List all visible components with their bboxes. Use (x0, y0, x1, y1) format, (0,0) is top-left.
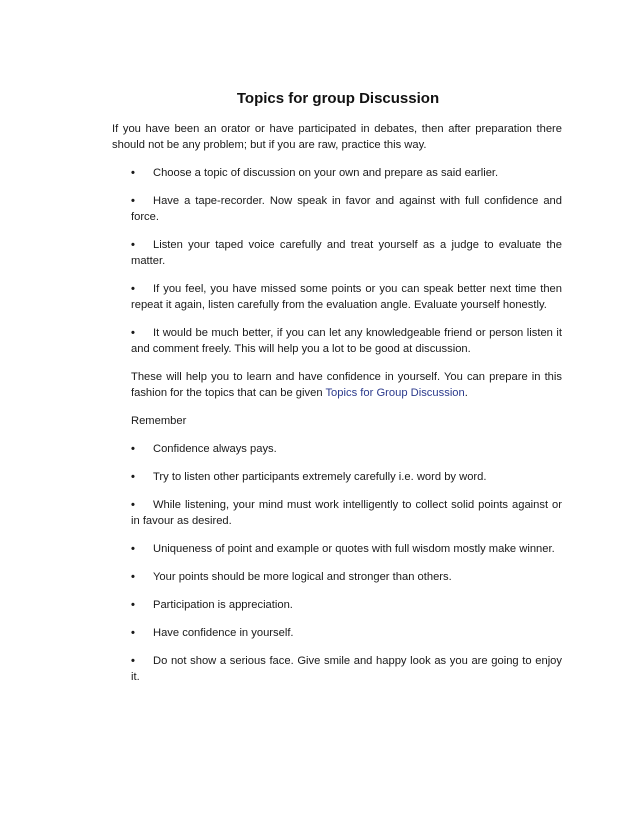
bullet-icon: • (131, 195, 135, 207)
list-item-text: Have a tape-recorder. Now speak in favor and against with full confidence and force. (131, 195, 562, 223)
list-item (131, 541, 562, 557)
list-item-text: Uniqueness of point and example or quotes with full wisdom mostly make winner. (153, 543, 555, 555)
topics-link[interactable]: Topics for Group Discussion (325, 387, 465, 399)
bullet-icon: • (131, 443, 135, 455)
list-item (131, 325, 562, 357)
closing-paragraph (131, 369, 562, 401)
list-item-text: Confidence always pays. (153, 443, 277, 455)
list-item-text: Do not show a serious face. Give smile and happy look as you are going to enjoy it. (131, 655, 562, 683)
bullet-icon: • (131, 627, 135, 639)
list-item (131, 497, 562, 529)
remember-heading: Remember (131, 415, 187, 427)
intro-paragraph: If you have been an orator or have participated in debates, then after preparation there should not be any problem; but if you are raw, practice this way. (112, 123, 562, 151)
bullet-icon: • (131, 239, 135, 251)
bullet-icon: • (131, 471, 135, 483)
document-body (112, 121, 562, 697)
list-item-text: Your points should be more logical and stronger than others. (153, 571, 452, 583)
list-item (131, 625, 562, 641)
list-item (131, 469, 562, 485)
list-item-text: While listening, your mind must work intelligently to collect solid points against or in favour as desired. (131, 499, 562, 527)
bullet-icon: • (131, 543, 135, 555)
closing-period: . (464, 387, 468, 399)
list-item-text: Participation is appreciation. (153, 599, 293, 611)
list-item-text: It would be much better, if you can let any knowledgeable friend or person listen it and comment freely. This will help you a lot to be good at discussion. (131, 327, 562, 355)
bullet-icon: • (131, 283, 135, 295)
steps-list (112, 165, 562, 685)
list-item-text: Listen your taped voice carefully and treat yourself as a judge to evaluate the matter. (131, 239, 562, 267)
list-item-text: Have confidence in yourself. (153, 627, 294, 639)
list-item (131, 165, 562, 181)
list-item (131, 237, 562, 269)
list-item (131, 193, 562, 225)
list-item (131, 653, 562, 685)
list-item (131, 281, 562, 313)
bullet-icon: • (131, 327, 135, 339)
list-item (131, 597, 562, 613)
bullet-icon: • (131, 571, 135, 583)
bullet-icon: • (131, 499, 135, 511)
bullet-icon: • (131, 655, 135, 667)
list-item (131, 569, 562, 585)
bullet-icon: • (131, 599, 135, 611)
list-item (131, 441, 562, 457)
bullet-icon: • (131, 167, 135, 179)
page-title: Topics for group Discussion (236, 90, 440, 107)
closing-text: These will help you to learn and have confidence in yourself. You can prepare in this fashion for the topics that can be given (131, 371, 562, 399)
list-item-text: If you feel, you have missed some points or you can speak better next time then repeat it again, listen carefully from the evaluation angle. Evaluate yourself honestly. (131, 283, 562, 311)
list-item-text: Choose a topic of discussion on your own and prepare as said earlier. (153, 167, 499, 179)
list-item-text: Try to listen other participants extremely carefully i.e. word by word. (153, 471, 487, 483)
